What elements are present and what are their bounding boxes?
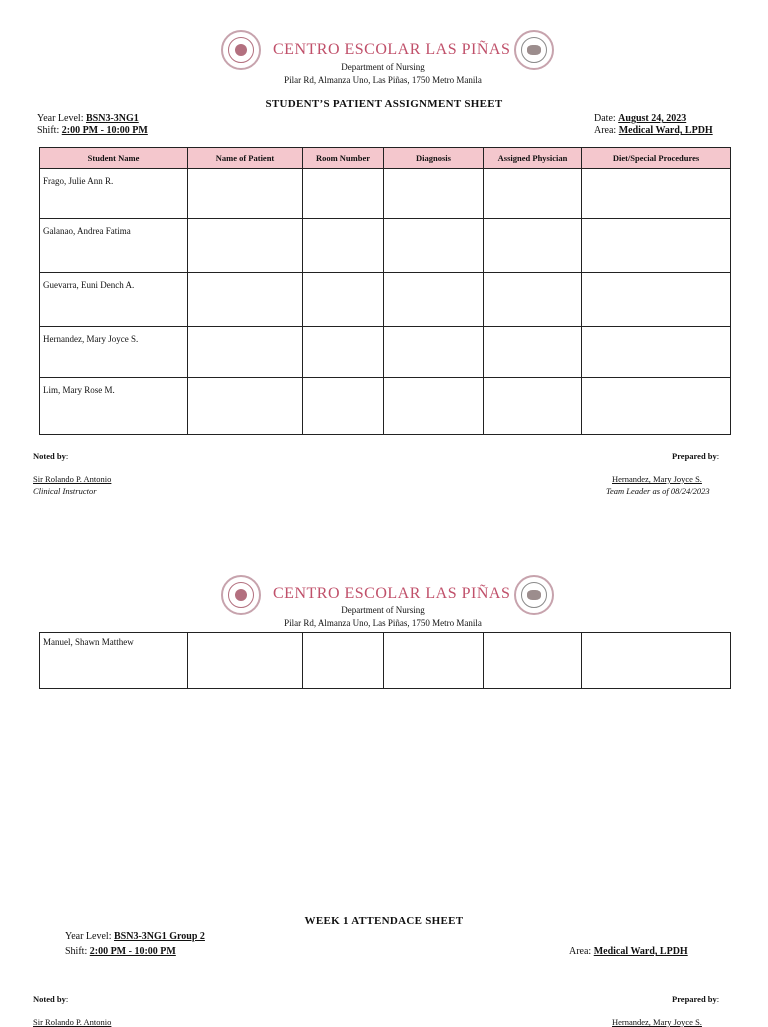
area: Area: Medical Ward, LPDH <box>594 125 713 136</box>
year-level: Year Level: BSN3-3NG1 <box>37 113 139 124</box>
table-row <box>40 633 731 689</box>
attendance-leader-name: Hernandez, Mary Joyce S. <box>612 1017 702 1027</box>
school-name-page2: CENTRO ESCOLAR LAS PIÑAS <box>273 585 511 602</box>
shift: Shift: 2:00 PM - 10:00 PM <box>37 125 148 136</box>
school-address: Pilar Rd, Almanza Uno, Las Piñas, 1750 Metro Manila <box>284 75 482 85</box>
student-name-cell: Hernandez, Mary Joyce S. <box>40 327 188 378</box>
instructor-name: Sir Rolando P. Antonio <box>33 474 112 484</box>
col-patient-name: Name of Patient <box>188 148 303 169</box>
table-row <box>40 219 731 273</box>
student-name-cell: Galanao, Andrea Fatima <box>40 219 188 273</box>
school-address-page2: Pilar Rd, Almanza Uno, Las Piñas, 1750 Metro Manila <box>284 618 482 628</box>
school-seal-left <box>221 30 261 70</box>
col-physician: Assigned Physician <box>484 148 582 169</box>
assignment-table-continued <box>39 632 731 689</box>
table-row <box>40 378 731 435</box>
school-seal-right <box>514 30 554 70</box>
attendance-noted-by-label: Noted by: <box>33 994 69 1004</box>
leader-title: Team Leader as of 08/24/2023 <box>606 486 710 496</box>
table-row <box>40 327 731 378</box>
student-name-cell: Manuel, Shawn Matthew <box>40 633 188 689</box>
instructor-title: Clinical Instructor <box>33 486 97 496</box>
attendance-title: WEEK 1 ATTENDACE SHEET <box>304 915 464 927</box>
col-diagnosis: Diagnosis <box>384 148 484 169</box>
student-name-cell: Frago, Julie Ann R. <box>40 169 188 219</box>
sheet-title: STUDENT’S PATIENT ASSIGNMENT SHEET <box>265 98 503 110</box>
department-name-page2: Department of Nursing <box>341 605 425 615</box>
attendance-instructor-name: Sir Rolando P. Antonio <box>33 1017 112 1027</box>
school-seal-left-page2 <box>221 575 261 615</box>
leader-name: Hernandez, Mary Joyce S. <box>612 474 702 484</box>
table-row <box>40 169 731 219</box>
table-row <box>40 273 731 327</box>
assignment-table <box>39 147 731 435</box>
student-name-cell: Guevarra, Euni Dench A. <box>40 273 188 327</box>
noted-by-label: Noted by: <box>33 451 69 461</box>
prepared-by-label: Prepared by: <box>672 451 720 461</box>
attendance-prepared-by-label: Prepared by: <box>672 994 720 1004</box>
attendance-area: Area: Medical Ward, LPDH <box>569 946 688 957</box>
col-student-name: Student Name <box>40 148 188 169</box>
attendance-year-level: Year Level: BSN3-3NG1 Group 2 <box>65 931 205 942</box>
school-seal-right-page2 <box>514 575 554 615</box>
date: Date: August 24, 2023 <box>594 113 687 124</box>
student-name-cell: Lim, Mary Rose M. <box>40 378 188 435</box>
col-room-number: Room Number <box>303 148 384 169</box>
table-header-row <box>40 148 731 169</box>
col-diet: Diet/Special Procedures <box>582 148 731 169</box>
school-name: CENTRO ESCOLAR LAS PIÑAS <box>273 41 511 58</box>
attendance-shift: Shift: 2:00 PM - 10:00 PM <box>65 946 176 957</box>
department-name: Department of Nursing <box>341 62 425 72</box>
